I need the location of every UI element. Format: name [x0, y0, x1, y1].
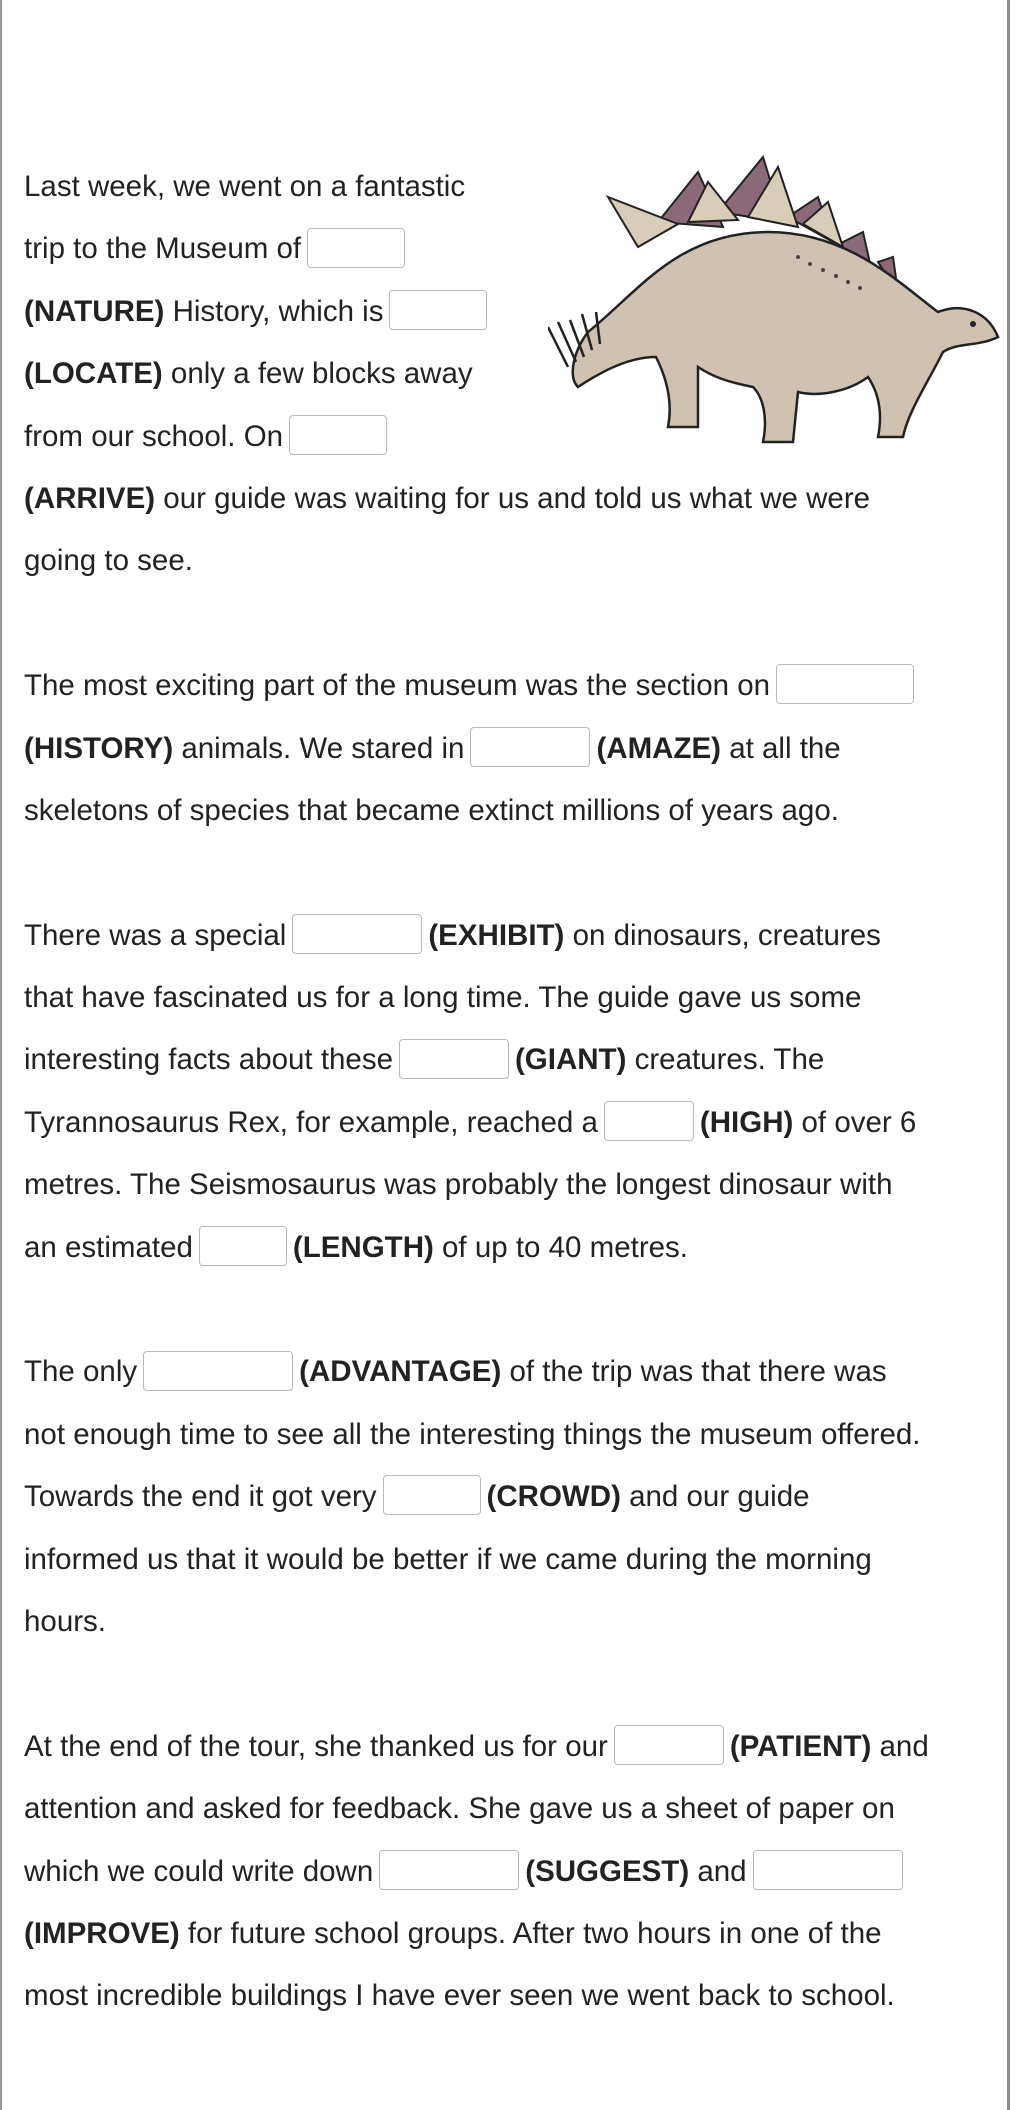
word-prompt: (SUGGEST)	[525, 1854, 690, 1888]
answer-blank-high[interactable]	[604, 1101, 694, 1141]
answer-blank-advantage[interactable]	[143, 1351, 293, 1391]
answer-blank-arrive[interactable]	[289, 415, 387, 455]
text-segment: The only	[24, 1355, 138, 1389]
text-segment: History, which is	[164, 294, 384, 328]
text-segment: attention and asked for feedback. She gave us a sheet of paper on	[24, 1792, 895, 1826]
text-segment: There was a special	[24, 918, 287, 952]
text-segment: only a few blocks away	[162, 357, 473, 391]
word-prompt: (NATURE)	[24, 294, 165, 328]
word-prompt: (HISTORY)	[24, 731, 174, 765]
text-segment: for future school groups. After two hours in one of the	[179, 1916, 882, 1950]
text-segment: Towards the end it got very	[24, 1480, 377, 1514]
gap-fill-text	[24, 156, 1004, 2090]
paragraph-4	[24, 1341, 1004, 1653]
text-segment: and	[689, 1854, 747, 1888]
word-prompt: (ADVANTAGE)	[299, 1355, 502, 1389]
paragraph-3	[24, 905, 1004, 1279]
paragraph-2	[24, 655, 1004, 842]
answer-blank-giant[interactable]	[399, 1039, 509, 1079]
text-segment: hours.	[24, 1604, 106, 1638]
word-prompt: (PATIENT)	[729, 1729, 872, 1763]
text-segment: trip to the Museum of	[24, 232, 302, 266]
word-prompt: (EXHIBIT)	[428, 918, 565, 952]
paragraph-1	[24, 156, 1004, 593]
text-segment: that have fascinated us for a long time. The guide gave us some	[24, 981, 862, 1015]
answer-blank-nature[interactable]	[307, 228, 405, 268]
answer-blank-length[interactable]	[199, 1226, 287, 1266]
word-prompt: (IMPROVE)	[24, 1916, 180, 1950]
text-segment: At the end of the tour, she thanked us for our	[24, 1729, 608, 1763]
answer-blank-crowd[interactable]	[383, 1475, 481, 1515]
text-segment: The most exciting part of the museum was the section on	[24, 669, 771, 703]
text-segment: of up to 40 metres.	[433, 1230, 688, 1264]
word-prompt: (AMAZE)	[596, 731, 721, 765]
answer-blank-locate[interactable]	[389, 290, 487, 330]
text-segment: Last week, we went on a fantastic	[24, 170, 466, 203]
text-segment: Tyrannosaurus Rex, for example, reached a	[24, 1105, 598, 1139]
text-segment: going to see.	[24, 544, 193, 578]
text-segment: informed us that it would be better if we came during the morning	[24, 1542, 872, 1576]
text-segment: metres. The Seismosaurus was probably the longest dinosaur with	[24, 1168, 893, 1202]
text-segment: of over 6	[793, 1105, 917, 1139]
text-segment: not enough time to see all the interesting things the museum offered.	[24, 1417, 921, 1451]
text-segment: at all the	[721, 731, 841, 765]
text-segment: of the trip was that there was	[501, 1355, 887, 1389]
text-segment: and	[871, 1729, 929, 1763]
answer-blank-history[interactable]	[776, 664, 914, 704]
text-segment: on dinosaurs, creatures	[564, 918, 881, 952]
word-prompt: (ARRIVE)	[24, 481, 156, 515]
text-segment: from our school. On	[24, 419, 284, 453]
word-prompt: (GIANT)	[514, 1043, 627, 1077]
text-segment: skeletons of species that became extinct millions of years ago.	[24, 793, 839, 827]
text-segment: which we could write down	[24, 1854, 374, 1888]
word-prompt: (CROWD)	[486, 1480, 621, 1514]
text-segment: most incredible buildings I have ever seen we went back to school.	[24, 1979, 895, 2013]
answer-blank-exhibit[interactable]	[292, 914, 422, 954]
answer-blank-patient[interactable]	[614, 1725, 724, 1765]
answer-blank-suggest[interactable]	[379, 1850, 519, 1890]
text-segment: creatures. The	[626, 1043, 825, 1077]
text-segment: interesting facts about these	[24, 1043, 393, 1077]
word-prompt: (LOCATE)	[24, 357, 163, 391]
text-segment: our guide was waiting for us and told us what we were	[155, 481, 871, 515]
answer-blank-improve[interactable]	[753, 1850, 903, 1890]
word-prompt: (LENGTH)	[292, 1230, 434, 1264]
answer-blank-amaze[interactable]	[470, 727, 590, 767]
paragraph-5	[24, 1716, 1004, 2028]
word-prompt: (HIGH)	[699, 1105, 794, 1139]
text-segment: and our guide	[620, 1480, 810, 1514]
text-segment: an estimated	[24, 1230, 193, 1264]
text-segment: animals. We stared in	[173, 731, 465, 765]
